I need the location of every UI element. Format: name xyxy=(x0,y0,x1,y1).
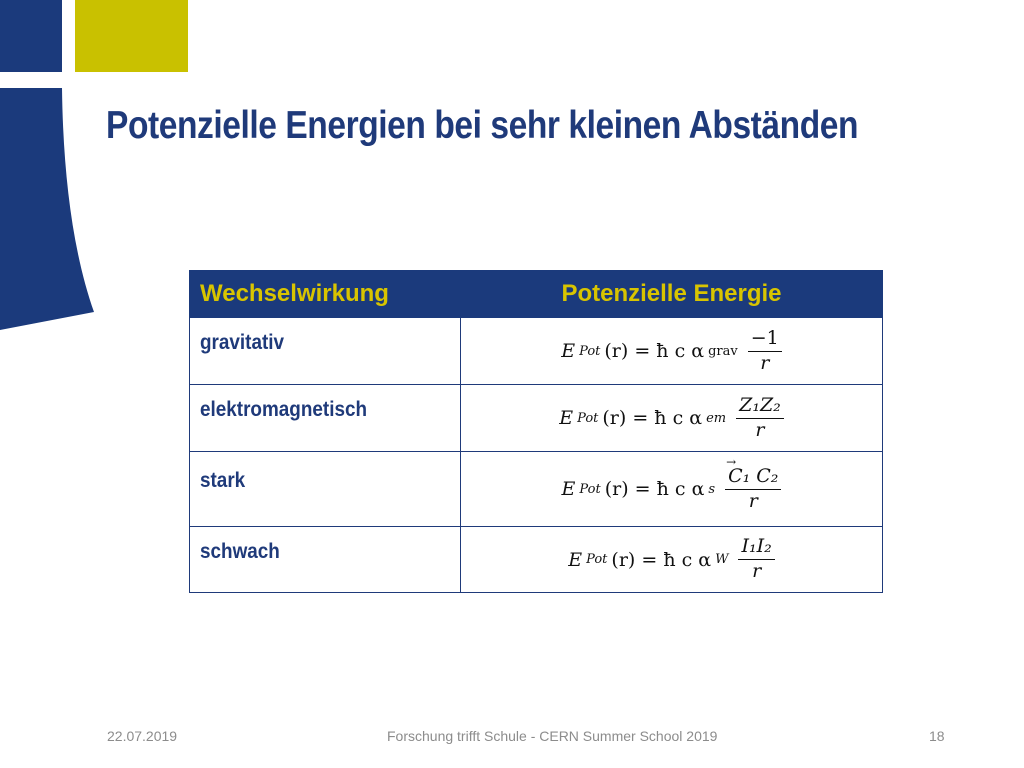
formula-cell: E Pot (r) = ħ c α s → $\frac{\text{C₁ C₂}}{r}$ xyxy=(461,452,883,527)
fraction: $\frac{-1}{r}$ xyxy=(748,329,782,374)
formula-cell: E Pot (r) = ħ c α em $\frac{\text{Z₁Z₂}}{r}$ xyxy=(461,385,883,452)
fraction: → $\frac{\text{C₁ C₂}}{r}$ xyxy=(725,467,781,512)
row-name: stark xyxy=(190,452,461,527)
footer-event: Forschung trifft Schule - CERN Summer School 2019 xyxy=(387,728,718,744)
row-name: schwach xyxy=(190,527,461,593)
table-header-row xyxy=(190,271,883,318)
header-wechselwirkung: Wechselwirkung xyxy=(190,271,461,318)
energy-table xyxy=(189,270,883,593)
table-row xyxy=(190,452,883,527)
page-number: 18 xyxy=(929,728,945,744)
header-potenzielle-energie: Potenzielle Energie xyxy=(461,271,883,318)
formula-cell: E Pot (r) = ħ c α W $\frac{\text{I₁I₂}}{r}$ xyxy=(461,527,883,593)
table-row xyxy=(190,527,883,593)
slide-title: Potenzielle Energien bei sehr kleinen Abständen xyxy=(106,104,859,147)
row-name: gravitativ xyxy=(190,318,461,385)
footer-date: 22.07.2019 xyxy=(107,728,178,744)
formula-cell: E Pot (r) = ħ c α grav $\frac{-1}{r}$ xyxy=(461,318,883,385)
table-row xyxy=(190,318,883,385)
row-name: elektromagnetisch xyxy=(190,385,461,452)
fraction: $\frac{\text{Z₁Z₂}}{r}$ xyxy=(736,396,784,441)
fraction: $\frac{\text{I₁I₂}}{r}$ xyxy=(738,537,774,582)
corner-logo-graphic xyxy=(0,0,200,330)
table-row xyxy=(190,385,883,452)
